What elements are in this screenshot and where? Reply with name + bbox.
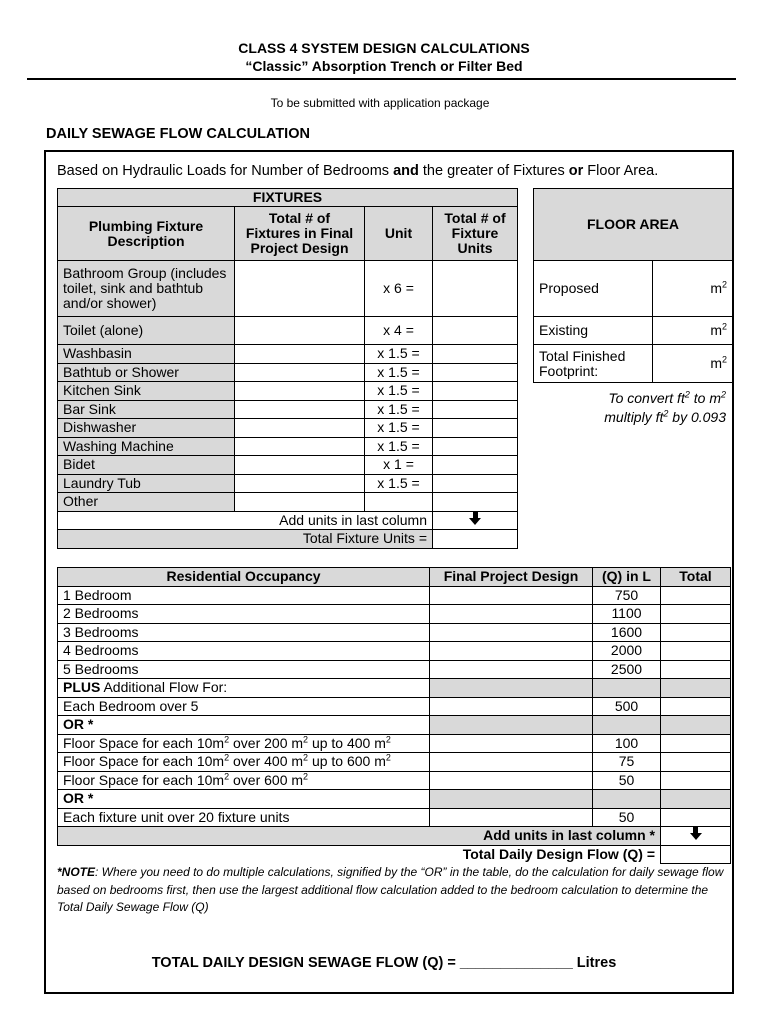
shaded-cell <box>430 790 593 809</box>
fixtures-header-unit: Unit <box>365 207 433 261</box>
q-value: 2500 <box>593 660 661 679</box>
fixture-units-input[interactable] <box>433 437 518 456</box>
floor-area-table <box>533 188 733 383</box>
occupancy-label: 4 Bedrooms <box>58 642 430 661</box>
q-value: 50 <box>593 771 661 790</box>
fixture-unit: x 6 = <box>365 261 433 317</box>
total-daily-flow-label: Total Daily Design Flow (Q) = <box>58 845 661 864</box>
design-input[interactable] <box>430 771 593 790</box>
total-daily-flow-input[interactable] <box>661 845 731 864</box>
table-row <box>58 734 731 753</box>
shaded-cell <box>593 790 661 809</box>
table-row <box>58 660 731 679</box>
fixture-desc: Laundry Tub <box>58 474 235 493</box>
shaded-cell <box>661 679 731 698</box>
total-input[interactable] <box>661 605 731 624</box>
table-row <box>58 419 518 438</box>
total-input[interactable] <box>661 660 731 679</box>
q-value: 75 <box>593 753 661 772</box>
design-input[interactable] <box>430 734 593 753</box>
table-row <box>58 605 731 624</box>
shaded-cell <box>430 679 593 698</box>
or-label: OR * <box>58 716 430 735</box>
occupancy-label: 2 Bedrooms <box>58 605 430 624</box>
fixture-unit: x 1.5 = <box>365 363 433 382</box>
fixture-count-input[interactable] <box>235 474 365 493</box>
fixture-desc: Other <box>58 493 235 512</box>
table-row <box>58 493 518 512</box>
design-input[interactable] <box>430 586 593 605</box>
table-row <box>58 753 731 772</box>
fixtures-title: FIXTURES <box>58 189 518 207</box>
table-row <box>534 345 733 383</box>
shaded-cell <box>593 679 661 698</box>
q-value: 750 <box>593 586 661 605</box>
floor-area-label: Proposed <box>534 261 653 317</box>
table-row <box>58 623 731 642</box>
fixture-unit <box>365 493 433 512</box>
fixture-desc: Kitchen Sink <box>58 382 235 401</box>
fixture-desc: Bidet <box>58 456 235 475</box>
occupancy-label: Floor Space for each $10m^2$ over 600 $m^2$ <box>58 771 430 790</box>
q-value: 1100 <box>593 605 661 624</box>
total-input[interactable] <box>661 623 731 642</box>
total-input[interactable] <box>661 753 731 772</box>
fixture-count-input[interactable] <box>235 382 365 401</box>
fixtures-header-count: Total # of Fixtures in Final Project Design <box>235 207 365 261</box>
occupancy-label: Each Bedroom over 5 <box>58 697 430 716</box>
occupancy-header-total: Total <box>661 568 731 587</box>
floor-area-title: FLOOR AREA <box>534 189 733 261</box>
fixture-unit: x 1 = <box>365 456 433 475</box>
fixture-units-input[interactable] <box>433 363 518 382</box>
occupancy-header-label: Residential Occupancy <box>58 568 430 587</box>
occupancy-label: 1 Bedroom <box>58 586 430 605</box>
fixture-units-input[interactable] <box>433 382 518 401</box>
form-subtitle: “Classic” Absorption Trench or Filter Bed <box>245 58 523 74</box>
table-row <box>534 317 733 345</box>
intro-text: Based on Hydraulic Loads for Number of Bedrooms and the greater of Fixtures or Floor Area. <box>57 163 659 179</box>
fixture-desc: Toilet (alone) <box>58 317 235 345</box>
table-row <box>58 586 731 605</box>
table-row <box>58 790 731 809</box>
down-arrow-icon <box>433 511 518 530</box>
table-row <box>58 697 731 716</box>
table-row <box>58 437 518 456</box>
table-row <box>58 345 518 364</box>
table-row <box>534 261 733 317</box>
down-arrow-icon <box>661 827 731 846</box>
fixture-units-input[interactable] <box>433 400 518 419</box>
fixture-unit: x 1.5 = <box>365 419 433 438</box>
header-divider <box>27 78 736 80</box>
total-input[interactable] <box>661 697 731 716</box>
fixture-unit: x 4 = <box>365 317 433 345</box>
section-title: DAILY SEWAGE FLOW CALCULATION <box>46 126 310 142</box>
q-value: 2000 <box>593 642 661 661</box>
note-text: *NOTE: Where you need to do multiple calculations, signified by the “OR” in the table, do the calculation for daily sewage flow based on bedrooms first, then use the largest additional flow calculation added to the bedroom calculation to determine the Total Daily Sewage Flow (Q) <box>57 865 724 914</box>
floor-area-input[interactable]: $m^2$ <box>653 317 733 345</box>
table-row <box>58 808 731 827</box>
fixture-units-input[interactable] <box>433 474 518 493</box>
table-row <box>58 771 731 790</box>
floor-area-input[interactable]: $m^2$ <box>653 345 733 383</box>
fixture-units-input[interactable] <box>433 317 518 345</box>
total-fixture-units-input[interactable] <box>433 530 518 549</box>
fixture-desc: Washing Machine <box>58 437 235 456</box>
or-label: OR * <box>58 790 430 809</box>
q-value: 100 <box>593 734 661 753</box>
occupancy-add-units-label: Add units in last column * <box>58 827 661 846</box>
conversion-note: To convert $ft^2$ to $m^2$ multiply $ft^2$ by 0.093 <box>604 389 726 425</box>
fixture-count-input[interactable] <box>235 493 365 512</box>
table-row <box>58 642 731 661</box>
table-row <box>58 679 731 698</box>
table-row <box>58 261 518 317</box>
total-fixture-units-label: Total Fixture Units = <box>58 530 433 549</box>
fixture-count-input[interactable] <box>235 345 365 364</box>
fixture-units-input[interactable] <box>433 419 518 438</box>
design-input[interactable] <box>430 660 593 679</box>
total-input[interactable] <box>661 642 731 661</box>
fixture-unit: x 1.5 = <box>365 474 433 493</box>
fixtures-table <box>57 188 518 549</box>
occupancy-label: Floor Space for each $10m^2$ over 200 $m^2$ up to 400 $m^2$ <box>58 734 430 753</box>
total-flow-line: TOTAL DAILY DESIGN SEWAGE FLOW (Q) = ______________ Litres <box>151 955 617 971</box>
fixture-count-input[interactable] <box>235 400 365 419</box>
q-value: 1600 <box>593 623 661 642</box>
fixture-unit: x 1.5 = <box>365 382 433 401</box>
fixture-count-input[interactable] <box>235 317 365 345</box>
design-input[interactable] <box>430 605 593 624</box>
occupancy-table <box>57 567 731 864</box>
table-row <box>58 382 518 401</box>
fixtures-header-desc: Plumbing Fixture Description <box>58 207 235 261</box>
fixture-count-input[interactable] <box>235 456 365 475</box>
total-input[interactable] <box>661 771 731 790</box>
occupancy-label: Each fixture unit over 20 fixture units <box>58 808 430 827</box>
fixture-units-input[interactable] <box>433 493 518 512</box>
floor-area-label: Existing <box>534 317 653 345</box>
fixture-desc: Bar Sink <box>58 400 235 419</box>
submission-note: To be submitted with application package <box>270 96 490 110</box>
plus-additional-label: PLUS Additional Flow For: <box>58 679 430 698</box>
shaded-cell <box>593 716 661 735</box>
shaded-cell <box>430 716 593 735</box>
fixture-count-input[interactable] <box>235 261 365 317</box>
design-input[interactable] <box>430 623 593 642</box>
design-input[interactable] <box>430 753 593 772</box>
form-title: CLASS 4 SYSTEM DESIGN CALCULATIONS <box>238 40 530 56</box>
occupancy-header-q: (Q) in L <box>593 568 661 587</box>
fixture-desc: Dishwasher <box>58 419 235 438</box>
total-flow-blank[interactable]: ______________ <box>459 955 573 971</box>
total-input[interactable] <box>661 586 731 605</box>
fixture-unit: x 1.5 = <box>365 400 433 419</box>
floor-area-label: Total Finished Footprint: <box>534 345 653 383</box>
table-row <box>58 456 518 475</box>
shaded-cell <box>661 716 731 735</box>
fixture-desc: Bathtub or Shower <box>58 363 235 382</box>
fixture-units-input[interactable] <box>433 261 518 317</box>
table-row <box>58 400 518 419</box>
q-value: 500 <box>593 697 661 716</box>
fixture-unit: x 1.5 = <box>365 345 433 364</box>
fixture-desc: Washbasin <box>58 345 235 364</box>
q-value: 50 <box>593 808 661 827</box>
table-row <box>58 474 518 493</box>
fixtures-header-total: Total # of Fixture Units <box>433 207 518 261</box>
occupancy-label: 5 Bedrooms <box>58 660 430 679</box>
table-row <box>58 363 518 382</box>
fixtures-add-units-label: Add units in last column <box>58 511 433 530</box>
occupancy-label: 3 Bedrooms <box>58 623 430 642</box>
shaded-cell <box>661 790 731 809</box>
design-input[interactable] <box>430 697 593 716</box>
design-input[interactable] <box>430 642 593 661</box>
fixture-count-input[interactable] <box>235 363 365 382</box>
fixture-units-input[interactable] <box>433 345 518 364</box>
occupancy-label: Floor Space for each $10m^2$ over 400 $m^2$ up to 600 $m^2$ <box>58 753 430 772</box>
occupancy-header-design: Final Project Design <box>430 568 593 587</box>
floor-area-input[interactable]: $m^2$ <box>653 261 733 317</box>
fixture-unit: x 1.5 = <box>365 437 433 456</box>
fixture-units-input[interactable] <box>433 456 518 475</box>
fixture-count-input[interactable] <box>235 437 365 456</box>
table-row <box>58 716 731 735</box>
total-input[interactable] <box>661 734 731 753</box>
fixture-desc: Bathroom Group (includes toilet, sink and bathtub and/or shower) <box>58 261 235 317</box>
design-input[interactable] <box>430 808 593 827</box>
total-input[interactable] <box>661 808 731 827</box>
fixture-count-input[interactable] <box>235 419 365 438</box>
table-row <box>58 317 518 345</box>
